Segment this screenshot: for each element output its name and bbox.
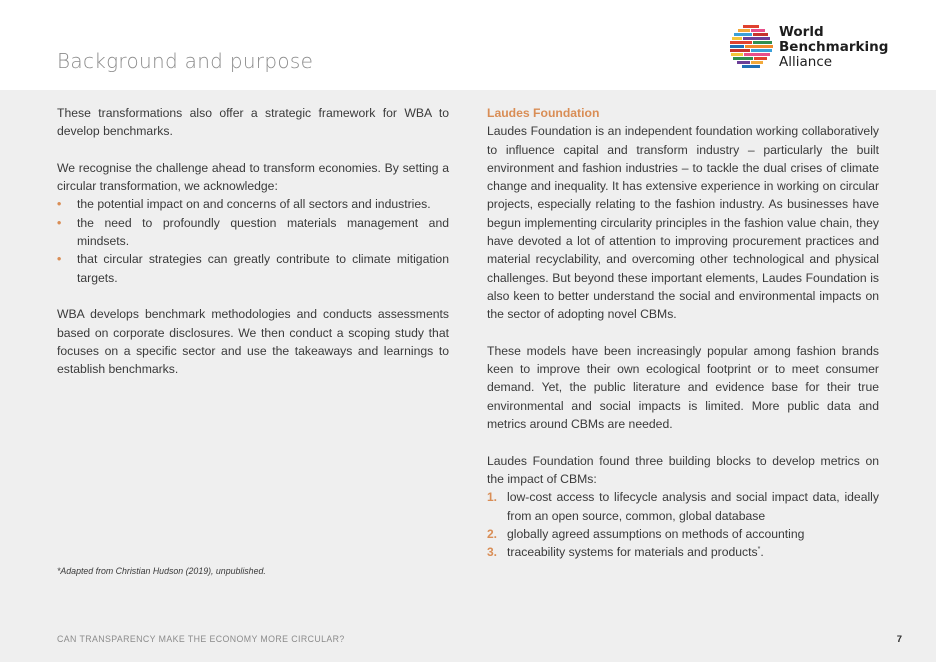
list-text: traceability systems for materials and products xyxy=(507,545,758,560)
right-paragraph-3: Laudes Foundation found three building blocks to develop metrics on the impact of CBMs: xyxy=(487,453,879,486)
list-number: 1. xyxy=(487,490,498,505)
list-item xyxy=(57,195,449,213)
list-text: low-cost access to lifecycle analysis and social impact data, ideally from an open source, common, global database xyxy=(507,490,879,523)
right-column xyxy=(487,104,879,561)
logo-line-2: Benchmarking xyxy=(779,39,889,55)
bullet-list xyxy=(57,195,449,286)
bullet-icon: • xyxy=(57,252,62,267)
footnote-marker: * xyxy=(757,546,761,554)
left-paragraph-3: WBA develops benchmark methodologies and conducts assessments based on corporate disclosures. We then conduct a scoping study that focuses on a specific sector and use the takeaways and learnings to establish benchmarks. xyxy=(57,307,449,377)
logo-wordmark xyxy=(779,25,888,70)
footnote: *Adapted from Christian Hudson (2019), unpublished. xyxy=(57,566,266,576)
globe-stripes-icon xyxy=(729,24,775,70)
wba-logo xyxy=(729,22,889,72)
spacer xyxy=(487,324,879,342)
list-item xyxy=(487,488,879,525)
list-item xyxy=(57,250,449,287)
numbered-list xyxy=(487,488,879,561)
footer-title: CAN TRANSPARENCY MAKE THE ECONOMY MORE CIRCULAR? xyxy=(57,634,345,644)
bullet-text: the need to profoundly question materials management and mindsets. xyxy=(77,215,449,249)
page-title: Background and purpose xyxy=(57,49,314,73)
right-paragraph-2: These models have been increasingly popular among fashion brands keen to improve their own ecological footprint or to meet consumer demand. Yet, the public literature and evidence base for their true environmental and social impacts is limited. More public data and metrics around CBMs are needed. xyxy=(487,343,879,432)
bullet-icon: • xyxy=(57,197,62,212)
list-item xyxy=(487,543,879,561)
list-number: 3. xyxy=(487,545,498,560)
list-text: globally agreed assumptions on methods of accounting xyxy=(507,526,805,541)
list-item xyxy=(487,525,879,543)
bullet-text: that circular strategies can greatly contribute to climate mitigation targets. xyxy=(77,252,449,285)
spacer xyxy=(487,433,879,451)
list-item xyxy=(57,214,449,251)
left-paragraph-2: We recognise the challenge ahead to transform economies. By setting a circular transformation, we acknowledge: xyxy=(57,160,449,194)
right-paragraph-1: Laudes Foundation is an independent foundation working collaboratively to influence capital and transform industry – particularly the built environment and fashion industries – to tackle the dual crises of climate change and inequality. It has extensive experience in working on circular projects, especially relating to the fashion industry. As businesses have begun implementing circularity principles in the fashion value chain, they have devoted a lot of attention to improving procurement practices and material recyclability, and overcoming other technological and physical challenges. But beyond these important elements, Laudes Foundation is also keen to better understand the social and environmental impacts on the sector of adopting novel CBMs. xyxy=(487,124,879,322)
spacer xyxy=(57,287,449,305)
bullet-text: the potential impact on and concerns of all sectors and industries. xyxy=(77,197,431,212)
bullet-icon: • xyxy=(57,215,62,230)
section-heading: Laudes Foundation xyxy=(487,106,600,120)
page-header xyxy=(0,0,936,90)
logo-line-1: World xyxy=(779,24,824,40)
page-number: 7 xyxy=(896,634,902,645)
left-column xyxy=(57,104,449,378)
list-number: 2. xyxy=(487,526,498,541)
list-text-end: . xyxy=(760,545,764,560)
left-paragraph-1: These transformations also offer a strategic framework for WBA to develop benchmarks. xyxy=(57,106,449,139)
logo-line-3: Alliance xyxy=(779,54,833,70)
spacer xyxy=(57,141,449,159)
